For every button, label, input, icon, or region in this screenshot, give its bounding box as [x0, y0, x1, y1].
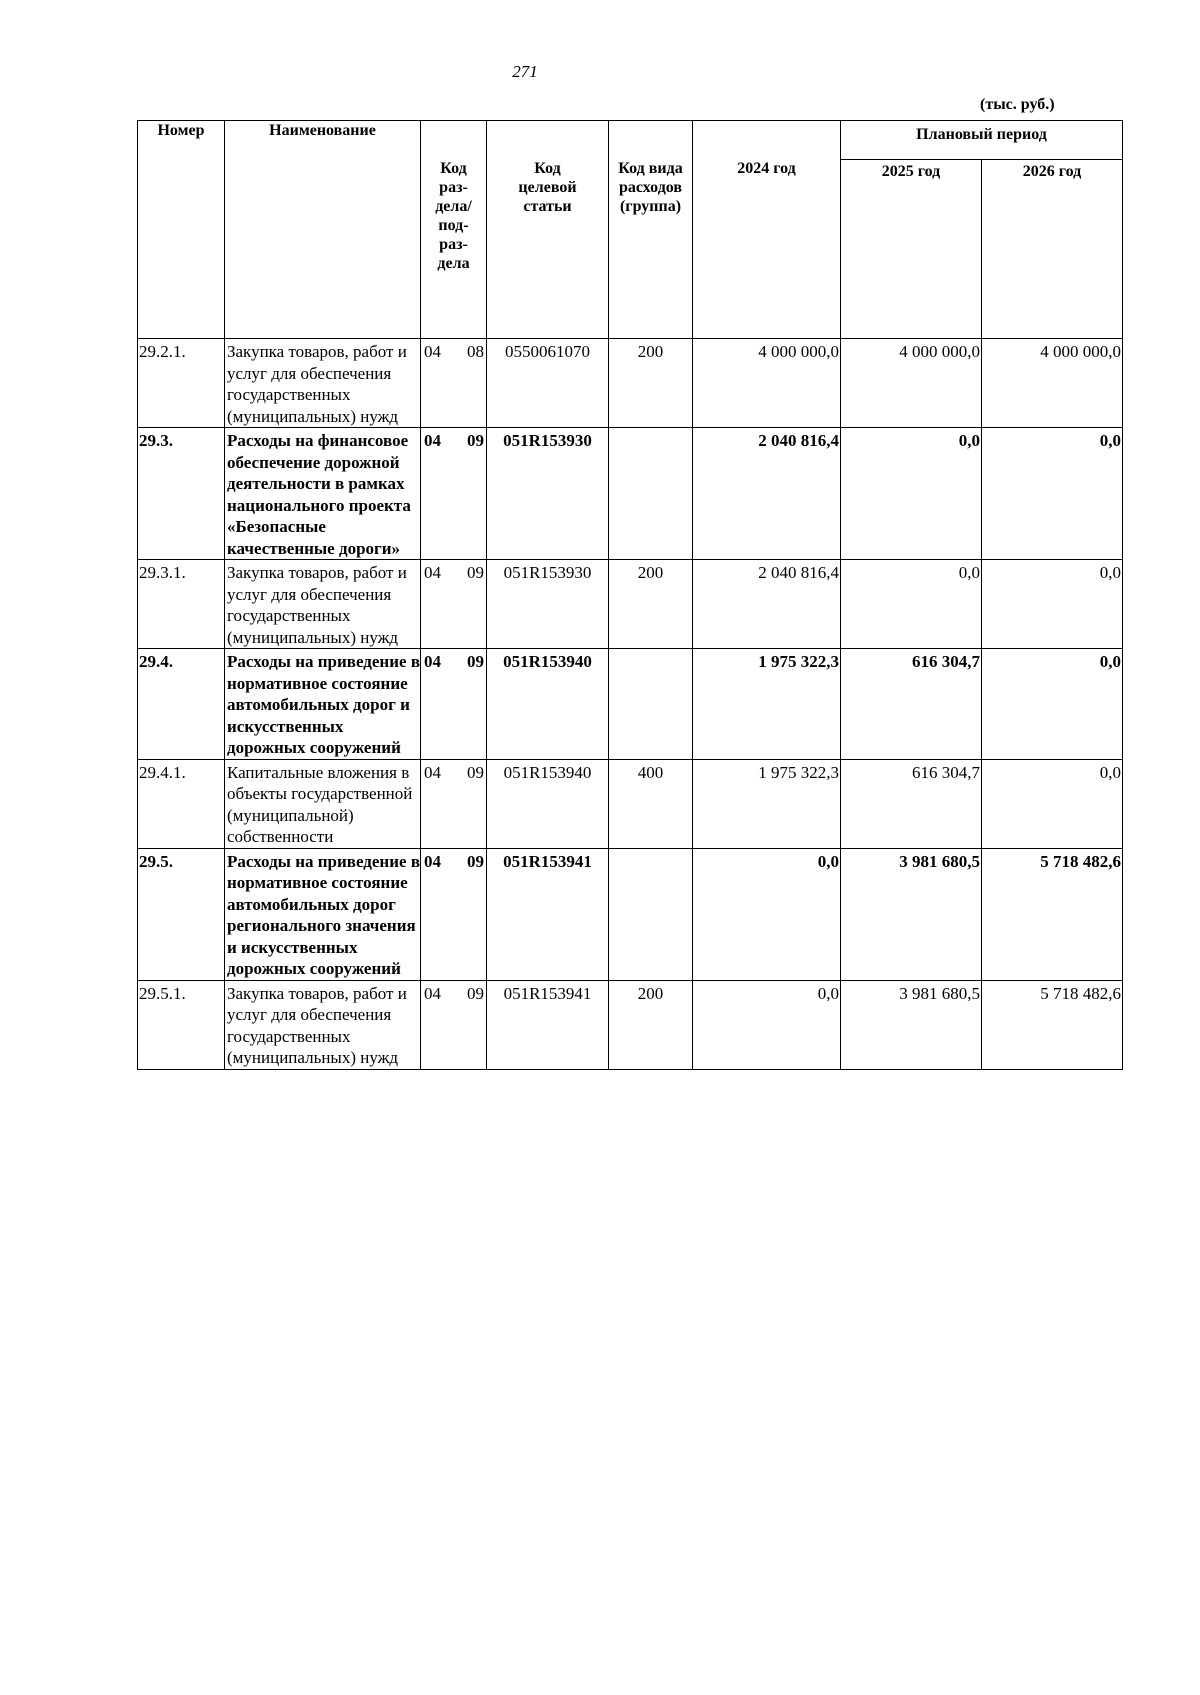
table-row [138, 560, 1123, 649]
row-target-code: 051R153930 [487, 560, 609, 649]
row-expense-type: 200 [609, 339, 693, 428]
row-amount-2025: 0,0 [841, 428, 982, 560]
row-section-code [421, 339, 487, 428]
row-amount-2025: 616 304,7 [841, 759, 982, 848]
subsection: 09 [467, 851, 484, 871]
header-year-2025: 2025 год [841, 160, 982, 339]
row-section-code [421, 428, 487, 560]
table-row [138, 848, 1123, 980]
row-amount-2024: 4 000 000,0 [693, 339, 841, 428]
row-amount-2024: 0,0 [693, 848, 841, 980]
header-expense-type-code: Код вида расходов (группа) [609, 121, 693, 339]
row-target-code: 051R153940 [487, 649, 609, 760]
row-name: Закупка товаров, работ и услуг для обеспечения государственных (муниципальных) нужд [225, 980, 421, 1069]
table-row [138, 980, 1123, 1069]
row-number: 29.3.1. [138, 560, 225, 649]
table-row [138, 649, 1123, 760]
subsection: 08 [467, 342, 484, 361]
subsection: 09 [467, 983, 484, 1003]
row-section-code [421, 649, 487, 760]
header-number: Номер [138, 121, 225, 339]
row-target-code: 051R153941 [487, 980, 609, 1069]
header-year-2026: 2026 год [982, 160, 1123, 339]
row-amount-2025: 3 981 680,5 [841, 980, 982, 1069]
header-section-code: Код раз- дела/ под- раз- дела [421, 121, 487, 339]
header-name: Наименование [225, 121, 421, 339]
page-number: 271 [512, 62, 538, 81]
row-amount-2026: 5 718 482,6 [982, 980, 1123, 1069]
row-expense-type: 200 [609, 980, 693, 1069]
row-amount-2024: 1 975 322,3 [693, 759, 841, 848]
section: 04 [424, 851, 441, 871]
row-target-code: 051R153941 [487, 848, 609, 980]
row-amount-2025: 0,0 [841, 560, 982, 649]
row-number: 29.3. [138, 428, 225, 560]
row-amount-2025: 3 981 680,5 [841, 848, 982, 980]
section: 04 [424, 563, 441, 582]
section: 04 [424, 983, 441, 1003]
row-expense-type: 400 [609, 759, 693, 848]
row-amount-2026: 0,0 [982, 428, 1123, 560]
row-number: 29.4. [138, 649, 225, 760]
row-section-code [421, 848, 487, 980]
row-expense-type: 200 [609, 560, 693, 649]
row-section-code [421, 980, 487, 1069]
header-year-2024: 2024 год [693, 121, 841, 339]
row-target-code: 0550061070 [487, 339, 609, 428]
row-amount-2026: 4 000 000,0 [982, 339, 1123, 428]
row-section-code [421, 560, 487, 649]
row-amount-2026: 0,0 [982, 759, 1123, 848]
row-target-code: 051R153930 [487, 428, 609, 560]
budget-table [137, 120, 1123, 1070]
row-amount-2025: 616 304,7 [841, 649, 982, 760]
row-amount-2024: 1 975 322,3 [693, 649, 841, 760]
row-section-code [421, 759, 487, 848]
row-name: Закупка товаров, работ и услуг для обеспечения государственных (муниципальных) нужд [225, 560, 421, 649]
row-amount-2024: 0,0 [693, 980, 841, 1069]
row-name: Расходы на приведение в нормативное состояние автомобильных дорог и искусственных дорожных сооружений [225, 649, 421, 760]
row-amount-2024: 2 040 816,4 [693, 428, 841, 560]
row-name: Капитальные вложения в объекты государственной (муниципальной) собственности [225, 759, 421, 848]
row-number: 29.2.1. [138, 339, 225, 428]
row-number: 29.4.1. [138, 759, 225, 848]
row-name: Расходы на финансовое обеспечение дорожной деятельности в рамках национального проекта «Безопасные качественные дороги» [225, 428, 421, 560]
subsection: 09 [467, 563, 484, 582]
header-planning-period: Плановый период [841, 121, 1123, 160]
row-amount-2025: 4 000 000,0 [841, 339, 982, 428]
table-row [138, 428, 1123, 560]
units-label: (тыс. руб.) [980, 96, 1055, 113]
subsection: 09 [467, 652, 484, 671]
header-target-code: Код целевой статьи [487, 121, 609, 339]
section: 04 [424, 652, 441, 671]
section: 04 [424, 431, 441, 450]
section: 04 [424, 762, 441, 782]
header-row [138, 121, 1123, 160]
section: 04 [424, 342, 441, 361]
row-target-code: 051R153940 [487, 759, 609, 848]
row-amount-2026: 0,0 [982, 649, 1123, 760]
row-expense-type [609, 428, 693, 560]
row-name: Закупка товаров, работ и услуг для обеспечения государственных (муниципальных) нужд [225, 339, 421, 428]
table-row [138, 759, 1123, 848]
table-row [138, 339, 1123, 428]
row-amount-2024: 2 040 816,4 [693, 560, 841, 649]
row-amount-2026: 0,0 [982, 560, 1123, 649]
row-expense-type [609, 649, 693, 760]
row-amount-2026: 5 718 482,6 [982, 848, 1123, 980]
row-name: Расходы на приведение в нормативное состояние автомобильных дорог регионального значения и искусственных дорожных сооружений [225, 848, 421, 980]
row-number: 29.5. [138, 848, 225, 980]
subsection: 09 [467, 431, 484, 450]
row-expense-type [609, 848, 693, 980]
row-number: 29.5.1. [138, 980, 225, 1069]
subsection: 09 [467, 762, 484, 782]
